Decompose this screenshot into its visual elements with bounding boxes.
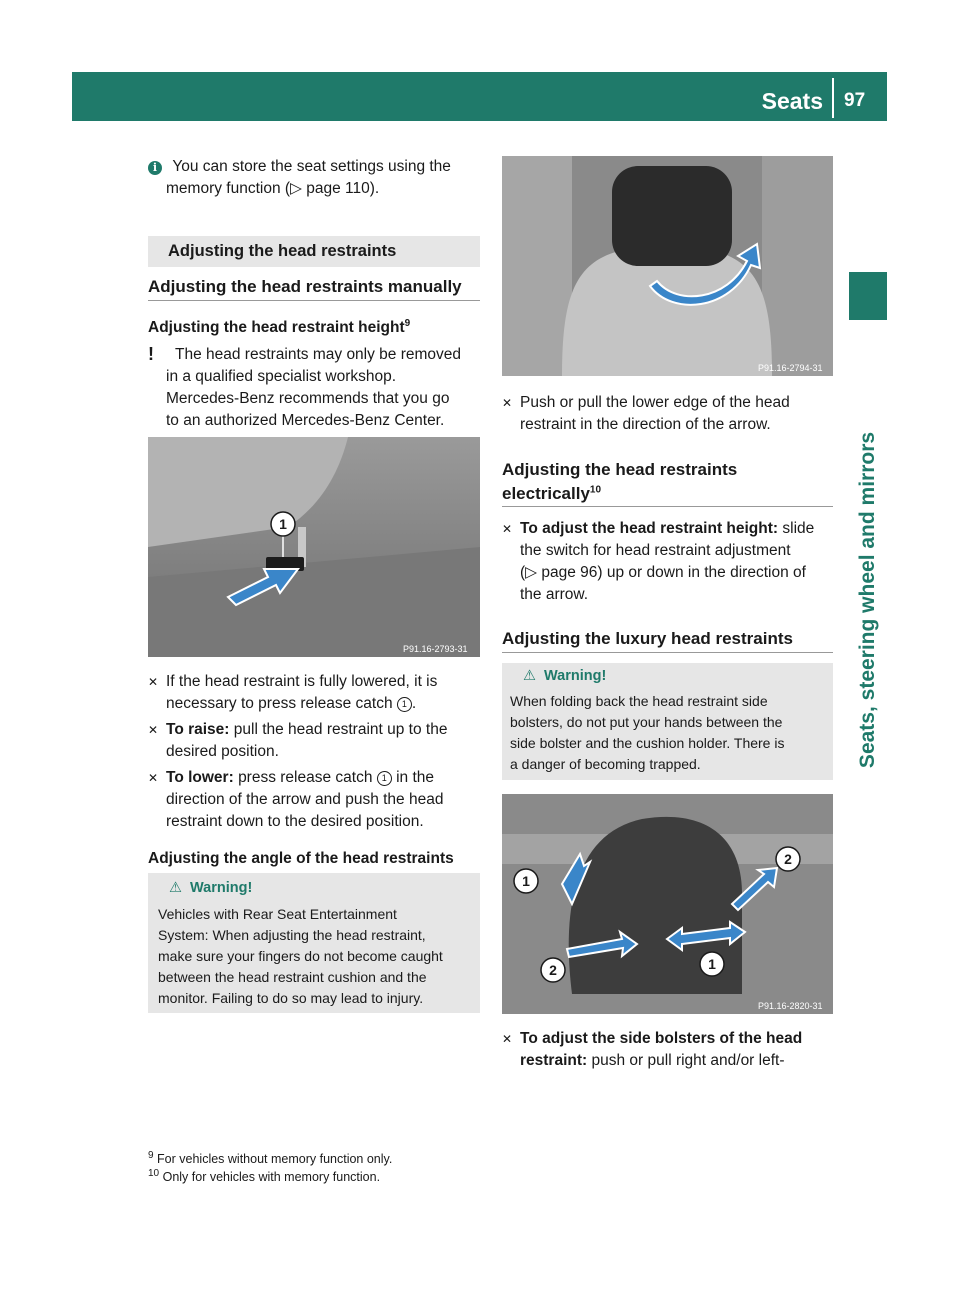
heading-height: Adjusting the head restraint height$^9$ [148,318,411,337]
step2-line-1: To raise: pull the head restraint up to the [166,721,448,738]
bullet-icon: ✕ [148,723,159,737]
ref-callout-1: 1 [377,771,392,786]
image1-caption: P91.16-2793-31 [403,644,468,654]
info-line-2: memory function (▷ page 110). [166,180,380,197]
warning1-line-3: make sure your fingers do not become caught [158,948,443,964]
bullet-icon: ✕ [148,771,159,785]
warning2-line-4: a danger of becoming trapped. [510,756,701,772]
head-restraint-angle-illustration [502,156,833,376]
heading-rule [502,506,833,507]
step-push-line-1: Push or pull the lower edge of the head [520,394,790,411]
chapter-title: Seats [761,88,823,114]
notice-icon: ! [148,344,154,364]
step-electric-line-1: To adjust the head restraint height: slide [520,520,815,537]
step3-line-3: restraint down to the desired position. [166,813,424,830]
heading-electric-2: electrically$^{10}$ [502,484,602,503]
side-thumb-tab [849,272,887,320]
head-restraint-angle-photo [502,156,833,376]
warning2-line-2: bolsters, do not put your hands between the [510,714,783,730]
notice-line-4: to an authorized Mercedes-Benz Center. [166,412,445,429]
callout-1: 1 [279,516,287,532]
heading-manual: Adjusting the head restraints manually [148,277,462,296]
notice-line-2: in a qualified specialist workshop. [166,368,397,385]
luxury-head-restraint-photo [502,794,833,1014]
step-electric-line-4: the arrow. [520,586,589,603]
side-chapter-label: Seats, steering wheel and mirrors [856,431,879,769]
warning2-line-1: When folding back the head restraint side [510,693,768,709]
heading-angle: Adjusting the angle of the head restraints [148,850,454,867]
release-catch-illustration [148,437,480,657]
callout-2: 2 [549,962,557,978]
header-divider [832,78,834,118]
info-icon: i [148,161,162,175]
section-title: Adjusting the head restraints [148,236,480,267]
bullet-icon: ✕ [502,522,513,536]
callout-1: 1 [522,873,530,889]
step3-line-1: To lower: press release catch 1 in the [166,769,435,786]
warning-icon: ⚠ [523,668,536,684]
footnote-10: $^{10}$ Only for vehicles with memory function. [148,1168,381,1185]
page-number: 97 [844,90,866,111]
step2-line-2: desired position. [166,743,279,760]
image2-caption: P91.16-2794-31 [758,363,823,373]
image3-caption: P91.16-2820-31 [758,1001,823,1011]
step-side-line-1: To adjust the side bolsters of the head [520,1030,803,1047]
notice-line-1: The head restraints may only be removed [175,346,462,363]
heading-luxury: Adjusting the luxury head restraints [502,629,793,648]
warning-title-1: ⚠ Warning! [169,880,253,896]
step1-line-1: If the head restraint is fully lowered, it is [166,673,438,690]
bullet-icon: ✕ [148,675,159,689]
bullet-icon: ✕ [502,1032,513,1046]
warning-title-2: ⚠ Warning! [523,668,607,684]
step3-line-2: direction of the arrow and push the head [166,791,444,808]
notice-line-3: Mercedes-Benz recommends that you go [166,390,450,407]
heading-rule [148,300,480,301]
warning1-line-5: monitor. Failing to do so may lead to injury. [158,990,424,1006]
heading-rule [502,652,833,653]
step-electric-line-2: the switch for head restraint adjustment [520,542,791,559]
info-line-1: You can store the seat settings using the [172,158,451,175]
step-push-line-2: restraint in the direction of the arrow. [520,416,771,433]
notice-block [148,344,154,367]
callout-2: 2 [784,851,792,867]
step-side-line-2: restraint: push or pull right and/or left- [520,1052,785,1069]
warning-icon: ⚠ [169,880,182,896]
luxury-head-restraint-illustration [502,794,833,1014]
footnote-9: $^9$ For vehicles without memory function only. [148,1150,393,1167]
step-electric-line-3: (▷ page 96) up or down in the direction of [520,564,806,581]
bullet-icon: ✕ [502,396,513,410]
warning1-line-1: Vehicles with Rear Seat Entertainment [158,906,397,922]
step1-line-2: necessary to press release catch 1 . [166,695,417,712]
warning1-line-4: between the head restraint cushion and the [158,969,427,985]
info-note [148,156,451,178]
ref-callout-1: 1 [397,697,412,712]
release-catch-photo [148,437,480,657]
warning1-line-2: System: When adjusting the head restraint, [158,927,426,943]
warning2-line-3: side bolster and the cushion holder. There is [510,735,785,751]
heading-electric-1: Adjusting the head restraints [502,460,738,479]
callout-1: 1 [708,956,716,972]
